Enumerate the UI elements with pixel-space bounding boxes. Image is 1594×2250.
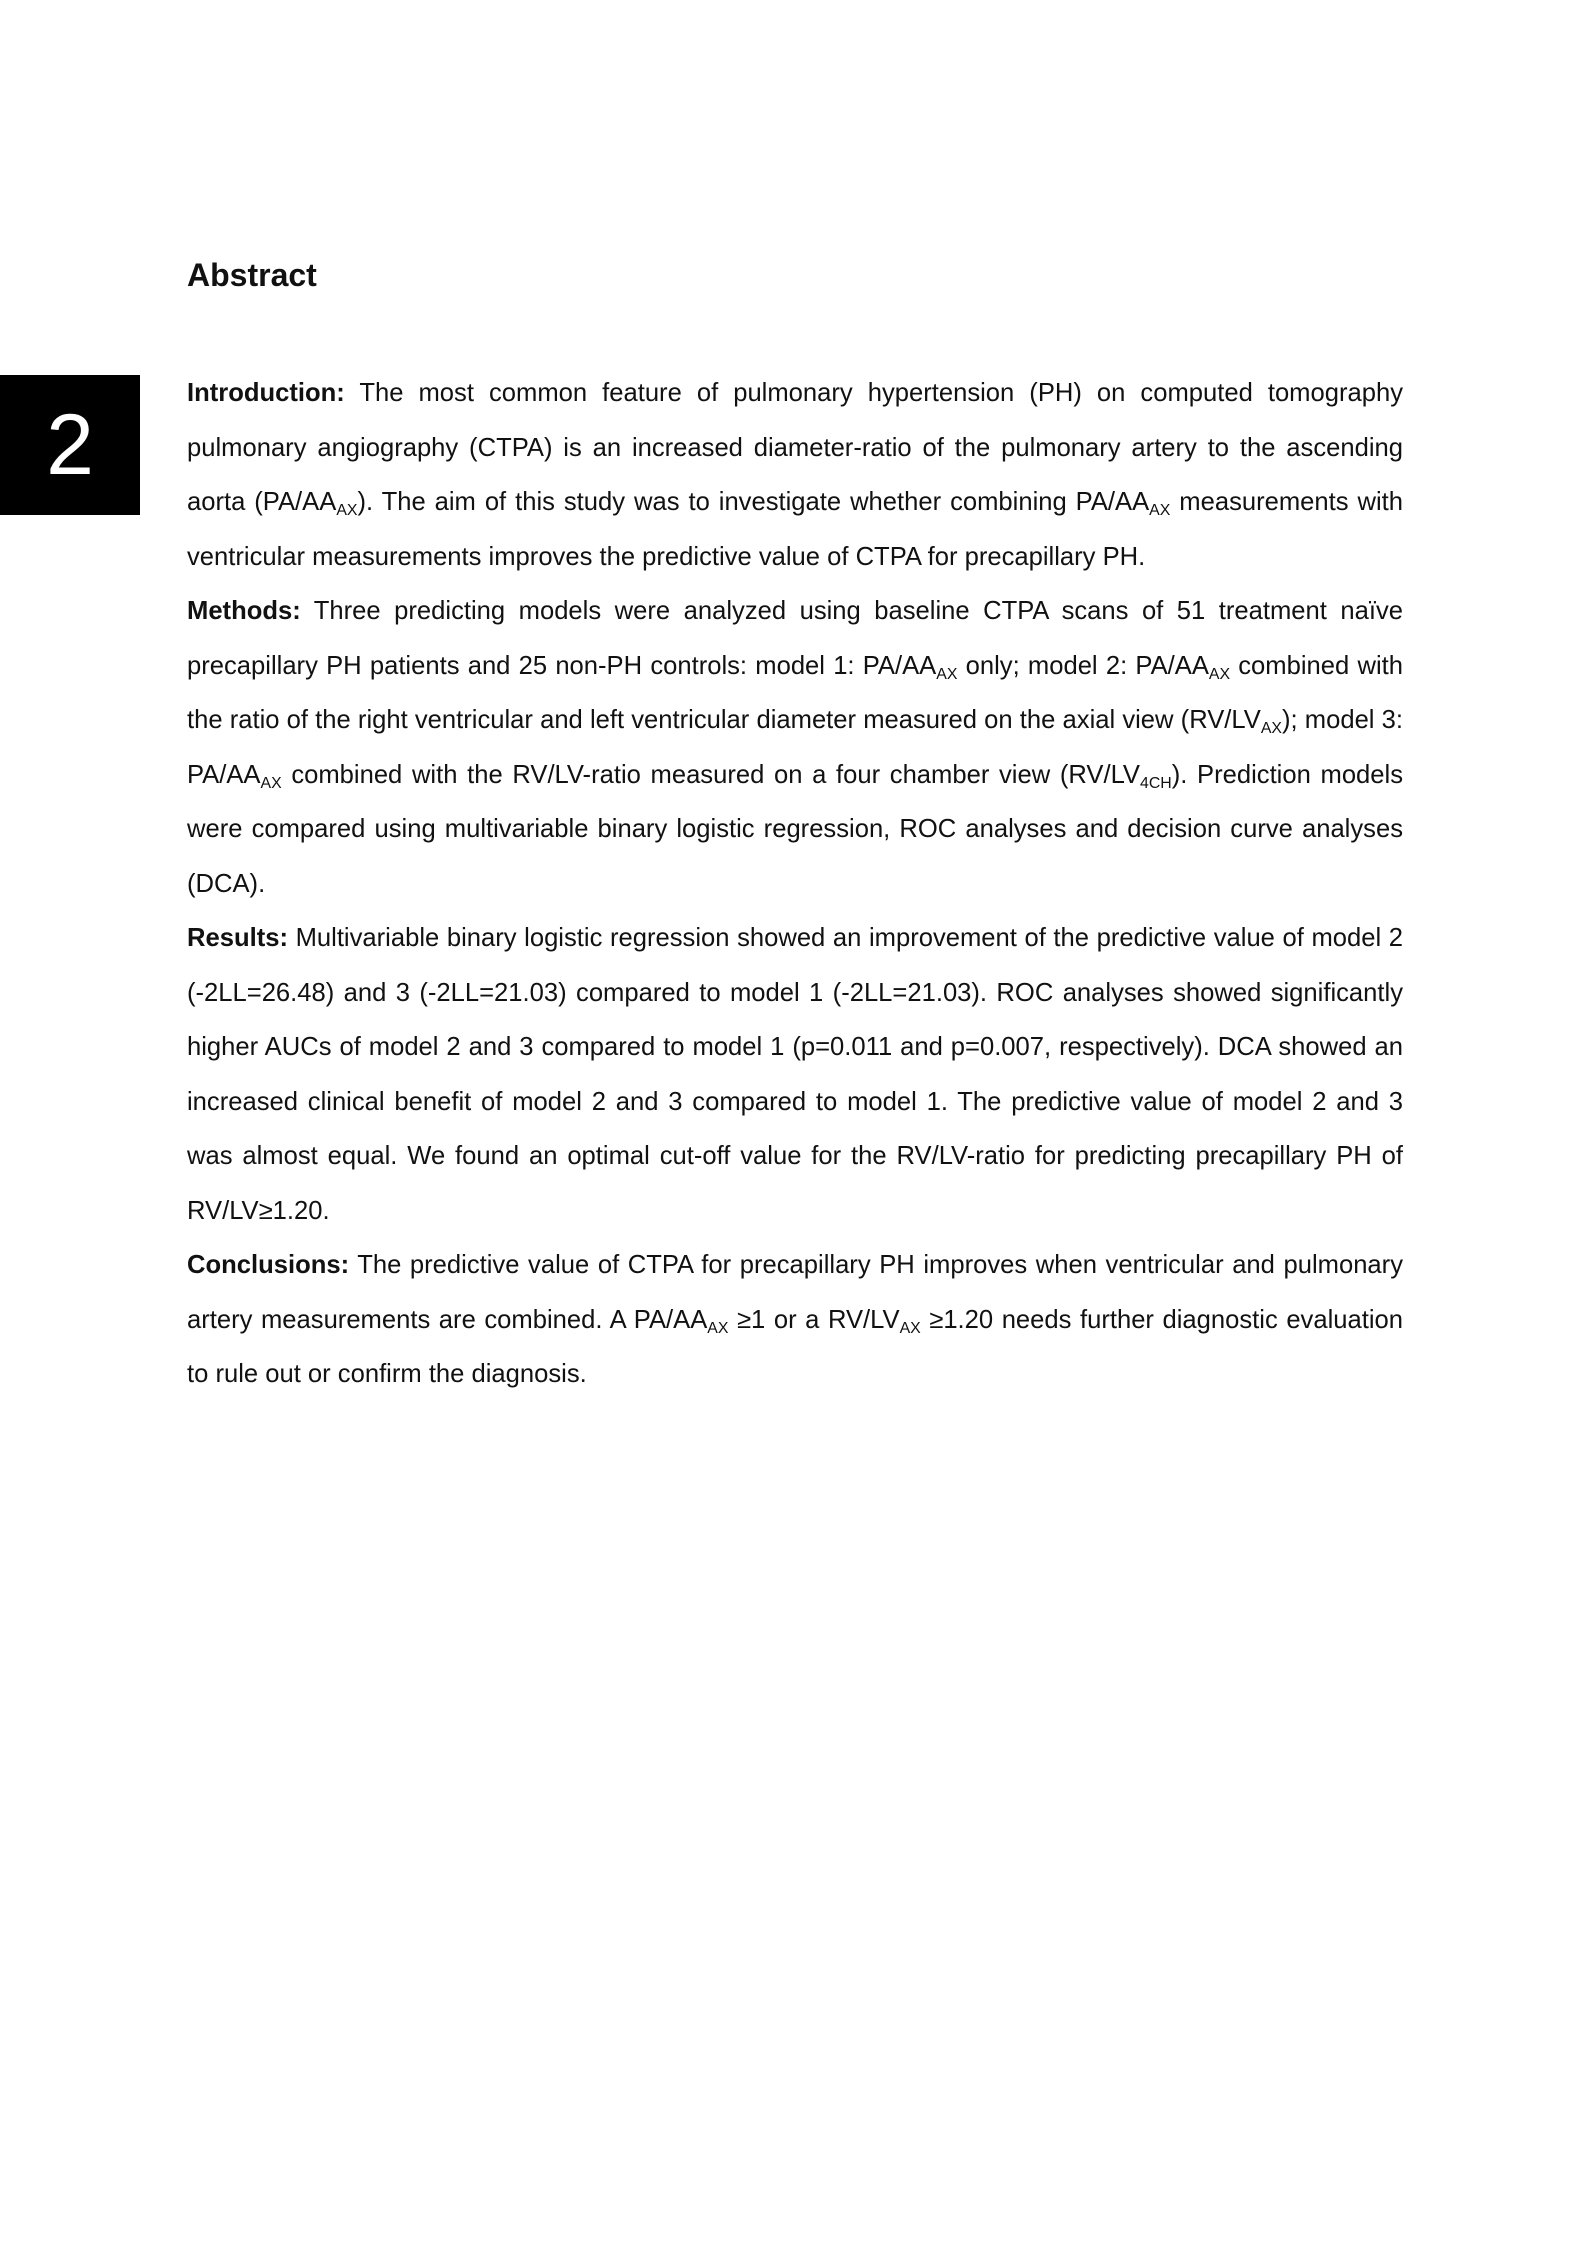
paragraph-results (187, 911, 1403, 1238)
text-run: Three predicting models were analyzed using baseline CTPA scans of 51 treatment naïve precapillary PH patients and 25 non-PH controls: model 1: PA/AA (187, 597, 1403, 680)
chapter-number: 2 (46, 397, 94, 493)
abstract-section (187, 252, 1403, 1402)
subscript: AX (899, 1319, 921, 1337)
text-run: combined with the ratio of the right ventricular and left ventricular diameter measured on the axial view (RV/LV (187, 651, 1403, 734)
section-label: Results: (187, 924, 288, 952)
subscript: AX (1260, 720, 1282, 738)
text-run: The most common feature of pulmonary hypertension (PH) on computed tomography pulmonary angiography (CTPA) is an increased diameter-ratio of the pulmonary artery to the ascending aorta (PA/AA (187, 379, 1403, 516)
subscript: AX (936, 665, 958, 683)
subscript: AX (1208, 665, 1231, 683)
subscript: AX (260, 774, 282, 792)
text-run: combined with the RV/LV-ratio measured on a four chamber view (RV/LV (281, 760, 1140, 789)
paragraph-methods (187, 584, 1403, 911)
section-label: Introduction: (187, 379, 345, 407)
section-label: Conclusions: (187, 1251, 350, 1279)
text-run: ≥1 or a RV/LV (728, 1305, 900, 1334)
abstract-heading: Abstract (187, 257, 317, 293)
chapter-number-tab (0, 375, 140, 515)
text-run: only; model 2: PA/AA (957, 651, 1209, 680)
subscript: AX (336, 502, 358, 520)
text-run: ). The aim of this study was to investigate whether combining PA/AA (357, 488, 1150, 516)
text-run: ). Prediction models were compared using multivariable binary logistic regression, ROC analyses and decision curve analyses (DCA). (187, 760, 1404, 898)
section-label: Methods: (187, 597, 301, 625)
abstract-body (187, 366, 1403, 1402)
paragraph-conclusions (187, 1238, 1403, 1402)
text-run: ); model 3: PA/AA (187, 706, 1403, 789)
text-run: The predictive value of CTPA for precapillary PH improves when ventricular and pulmonary artery measurements are combined. A PA/AA (187, 1251, 1403, 1334)
text-run: measurements with ventricular measurements improves the predictive value of CTPA for precapillary PH. (187, 488, 1404, 571)
text-run: Multivariable binary logistic regression showed an improvement of the predictive value of model 2 (-2LL=26.48) and 3 (-2LL=21.03) compared to model 1 (-2LL=21.03). ROC analyses showed significantly higher AUCs of model 2 and 3 compared to model 1 (p=0.011 and p=0.007, respectively). DCA showed an increased clinical benefit of model 2 and 3 compared to model 1. The predictive value of model 2 and 3 was almost equal. We found an optimal cut-off value for the RV/LV-ratio for predicting precapillary PH of RV/LV≥1.20. (187, 924, 1403, 1225)
subscript: 4CH (1140, 774, 1172, 792)
paragraph-introduction (187, 366, 1403, 584)
subscript: AX (1149, 502, 1171, 520)
text-run: ≥1.20 needs further diagnostic evaluation to rule out or confirm the diagnosis. (187, 1305, 1403, 1388)
subscript: AX (707, 1319, 729, 1337)
